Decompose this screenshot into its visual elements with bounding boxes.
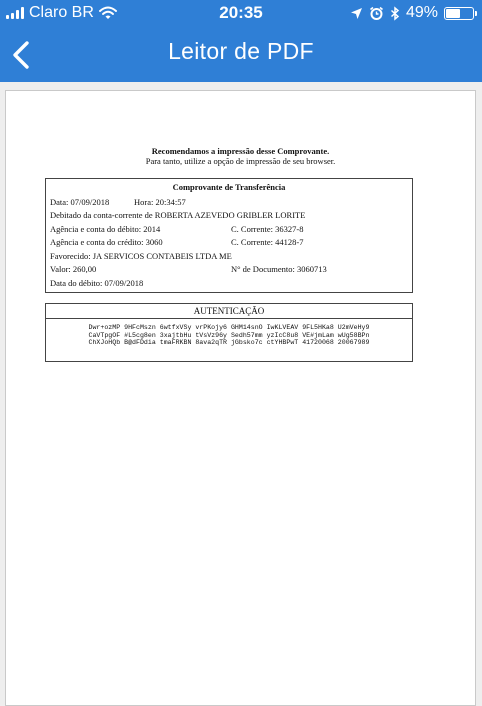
auth-code-line: ChXJoHQb B@dFDdia tmaFRKBN 8ava2qTR jGbsko7c ctYHBPwT 41720068 20067989	[88, 339, 370, 347]
page-title: Leitor de PDF	[168, 38, 314, 64]
auth-codes	[46, 324, 412, 347]
bluetooth-icon	[390, 6, 400, 21]
receipt-date: Data: 07/09/2018	[50, 197, 110, 207]
navigation-bar	[0, 26, 482, 82]
clock: 20:35	[219, 3, 263, 22]
receipt-debit-date: Data do débito: 07/09/2018	[50, 278, 144, 288]
receipt-value: Valor: 260,00	[50, 264, 97, 274]
receipt-debit-agency: Agência e conta do débito: 2014	[50, 224, 161, 234]
receipt-payee: Favorecido: JA SERVICOS CONTABEIS LTDA ME	[50, 251, 232, 261]
receipt-credit-agency: Agência e conta do crédito: 3060	[50, 237, 163, 247]
alarm-icon	[369, 6, 384, 21]
battery-percent: 49%	[405, 4, 438, 21]
transfer-receipt	[45, 178, 413, 293]
pdf-page	[5, 90, 476, 706]
battery-fill	[446, 9, 460, 18]
location-arrow-icon	[350, 7, 363, 20]
receipt-doc-number: N° de Documento: 3060713	[231, 264, 327, 274]
receipt-title: Comprovante de Transferência	[172, 182, 286, 192]
status-bar	[0, 0, 482, 26]
receipt-debited: Debitado da conta-corrente de ROBERTA AZEVEDO GRIBLER LORITE	[50, 210, 306, 220]
receipt-debit-account: C. Corrente: 36327-8	[231, 224, 304, 234]
battery-icon	[444, 7, 474, 20]
auth-divider	[46, 318, 412, 319]
carrier-label: Claro BR	[29, 4, 94, 21]
receipt-credit-account: C. Corrente: 44128-7	[231, 237, 304, 247]
auth-title: AUTENTICAÇÃO	[193, 306, 265, 316]
pdf-viewer[interactable]	[0, 82, 482, 706]
auth-code-line: CaVTpgOF #L5cg8en 3xajtbHu tVsVz96y Sedh57mm yzIcC8u8 VE#jmLam wUg58BPn	[88, 331, 370, 339]
status-icons	[350, 4, 474, 22]
receipt-time: Hora: 20:34:57	[134, 197, 186, 207]
auth-code-line: Dwr+ozMP 9HFcMszn 6wtfxVSy vrPKojy6 GHM14snO IwKLVEAV 9FL5HKa8 U2mVeHy9	[88, 324, 370, 331]
recommend-subtitle: Para tanto, utilize a opção de impressão de seu browser.	[145, 156, 336, 166]
authentication-box	[45, 303, 413, 362]
recommend-title: Recomendamos a impressão desse Comprovante.	[151, 146, 330, 156]
